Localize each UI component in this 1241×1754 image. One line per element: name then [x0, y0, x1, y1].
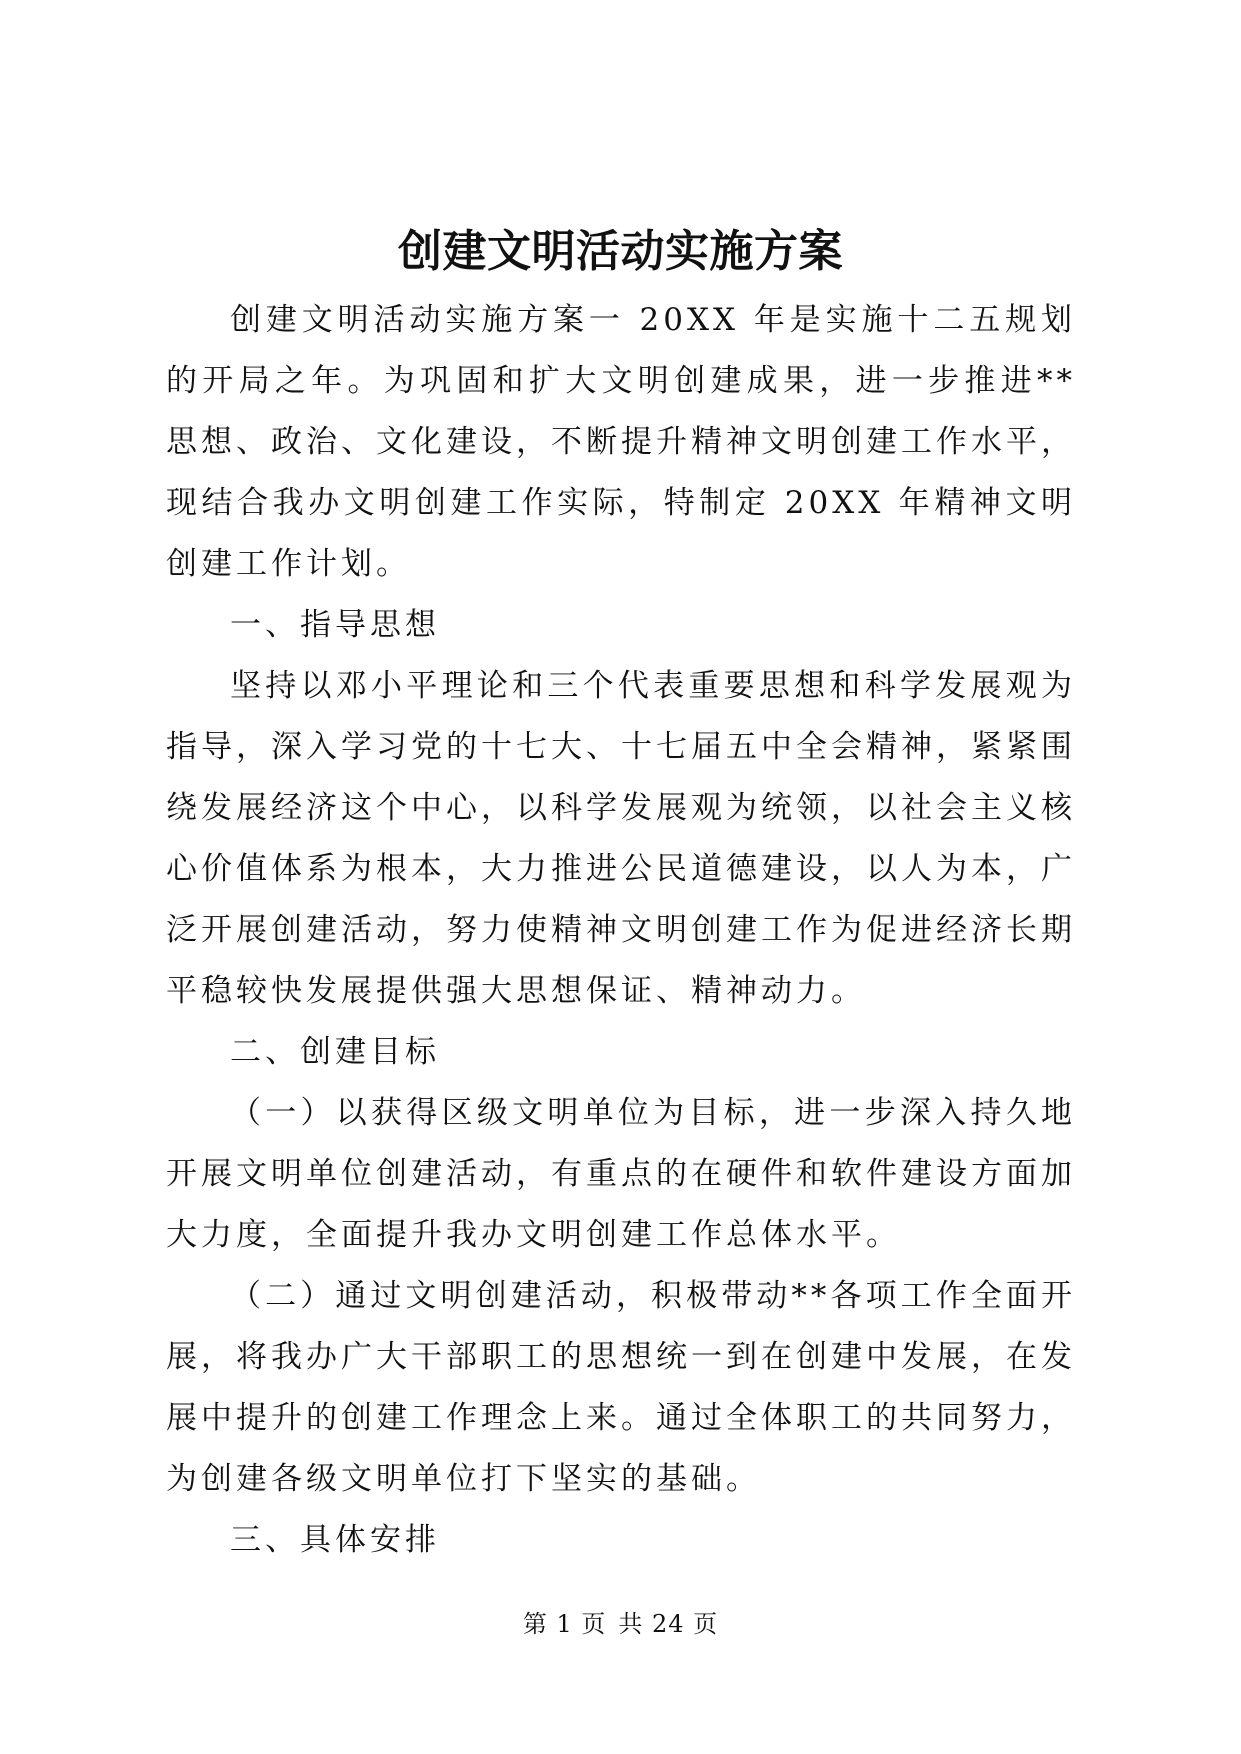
intro-paragraph: 创建文明活动实施方案一 20XX 年是实施十二五规划的开局之年。为巩固和扩大文明创建成果，进一步推进**思想、政治、文化建设，不断提升精神文明创建工作水平，现结合我办文明创建工作实际，特制定 20XX 年精神文明创建工作计划。	[166, 302, 1076, 582]
section-heading-guiding-ideology: 一、指导思想	[230, 607, 440, 643]
document-title: 创建文明活动实施方案	[398, 226, 843, 277]
section-heading-arrangements: 三、具体安排	[230, 1522, 440, 1558]
page-total: 共 24 页	[618, 1610, 719, 1638]
goal-two-paragraph: （二）通过文明创建活动，积极带动**各项工作全面开展，将我办广大干部职工的思想统一到在创建中发展，在发展中提升的创建工作理念上来。通过全体职工的共同努力，为创建各级文明单位打下坚实的基础。	[166, 1278, 1076, 1497]
page-number: 第 1 页	[522, 1610, 607, 1638]
goal-one-paragraph: （一）以获得区级文明单位为目标，进一步深入持久地开展文明单位创建活动，有重点的在硬件和软件建设方面加大力度，全面提升我办文明创建工作总体水平。	[166, 1095, 1076, 1253]
document-body	[166, 290, 1076, 1571]
guiding-ideology-paragraph: 坚持以邓小平理论和三个代表重要思想和科学发展观为指导，深入学习党的十七大、十七届五中全会精神，紧紧围绕发展经济这个中心，以科学发展观为统领，以社会主义核心价值体系为根本，大力推进公民道德建设，以人为本，广泛开展创建活动，努力使精神文明创建工作为促进经济长期平稳较快发展提供强大思想保证、精神动力。	[166, 668, 1076, 1009]
section-heading-goals: 二、创建目标	[230, 1034, 440, 1070]
page-footer	[0, 1607, 1241, 1641]
